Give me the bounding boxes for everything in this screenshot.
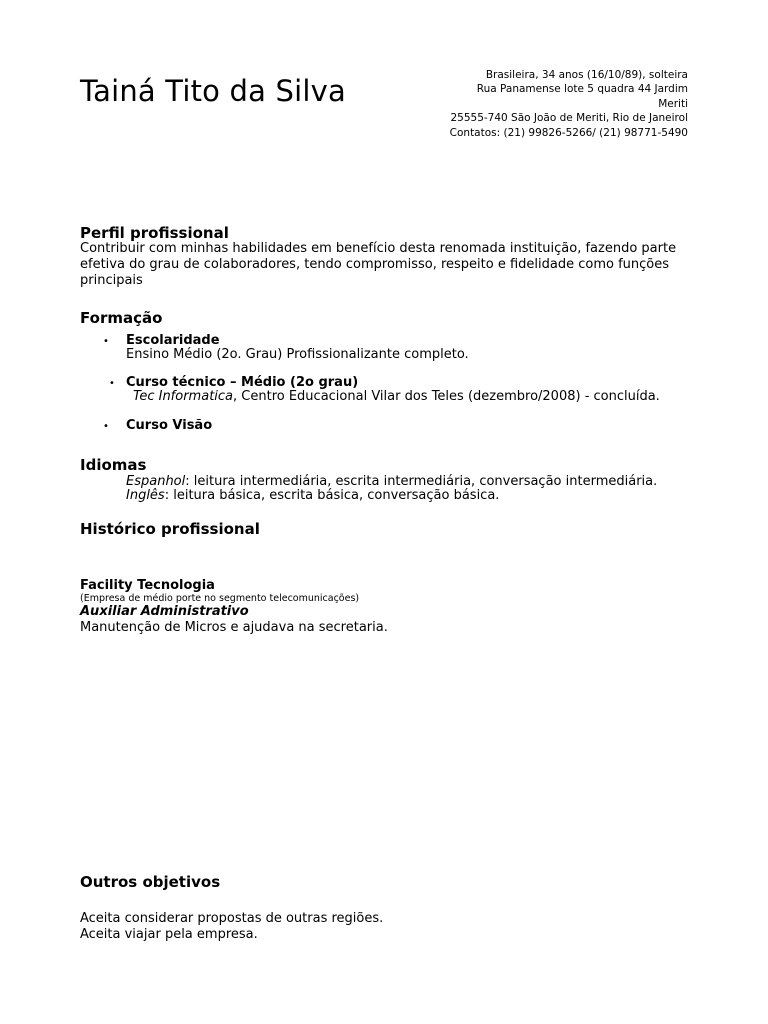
contact-line-address: Rua Panamense lote 5 quadra 44 Jardim Meriti — [476, 83, 688, 110]
contact-line-city: 25555-740 São João de Meriti, Rio de Janeirol — [450, 112, 688, 125]
formacao-item-title: Curso Visão — [126, 418, 213, 433]
company-name: Facility Tecnologia — [80, 578, 215, 593]
company-note: (Empresa de médio porte no segmento telecomunicações) — [80, 593, 360, 604]
section-title-formacao: Formação — [80, 309, 163, 327]
formacao-item-detail: Ensino Médio (2o. Grau) Profissionalizante completo. — [126, 347, 469, 362]
contact-line-phones: Contatos: (21) 99826-5266/ (21) 98771-5490 — [449, 126, 688, 139]
bullet-icon: • — [103, 336, 109, 347]
idioma-desc: : leitura intermediária, escrita intermediária, conversação intermediária. — [185, 474, 658, 489]
outros-line: Aceita considerar propostas de outras regiões. — [80, 911, 384, 926]
formacao-item-title: Curso técnico – Médio (2o grau) — [126, 375, 359, 390]
perfil-line: principais — [80, 273, 143, 288]
idioma-lang: Espanhol — [126, 474, 186, 489]
course-detail: , Centro Educacional Vilar dos Teles (dezembro/2008) - concluída. — [233, 389, 660, 404]
section-title-idiomas: Idiomas — [80, 456, 147, 474]
perfil-line: Contribuir com minhas habilidades em benefício desta renomada instituição, fazendo parte — [80, 241, 677, 256]
idioma-line — [126, 488, 499, 504]
contact-line-personal: Brasileira, 34 anos (16/10/89), solteira — [485, 69, 688, 81]
section-title-perfil: Perfil profissional — [80, 224, 229, 242]
job-description: Manutenção de Micros e ajudava na secretaria. — [80, 620, 388, 635]
idioma-lang: Inglês — [126, 488, 165, 503]
candidate-name: Tainá Tito da Silva — [80, 74, 346, 108]
formacao-item-detail — [133, 389, 660, 405]
job-role: Auxiliar Administrativo — [80, 604, 249, 619]
bullet-icon: • — [103, 421, 109, 432]
section-title-historico: Histórico profissional — [80, 520, 260, 538]
outros-line: Aceita viajar pela empresa. — [80, 927, 258, 942]
course-name: Tec Informatica — [133, 389, 234, 404]
formacao-item-title: Escolaridade — [126, 333, 220, 348]
contact-block — [448, 68, 688, 140]
section-title-outros: Outros objetivos — [80, 873, 221, 891]
bullet-icon: • — [109, 378, 115, 389]
idioma-desc: : leitura básica, escrita básica, conversação básica. — [164, 488, 500, 503]
perfil-text — [80, 241, 700, 289]
perfil-line: efetiva do grau de colaboradores, tendo compromisso, respeito e fidelidade como funções — [80, 257, 670, 272]
